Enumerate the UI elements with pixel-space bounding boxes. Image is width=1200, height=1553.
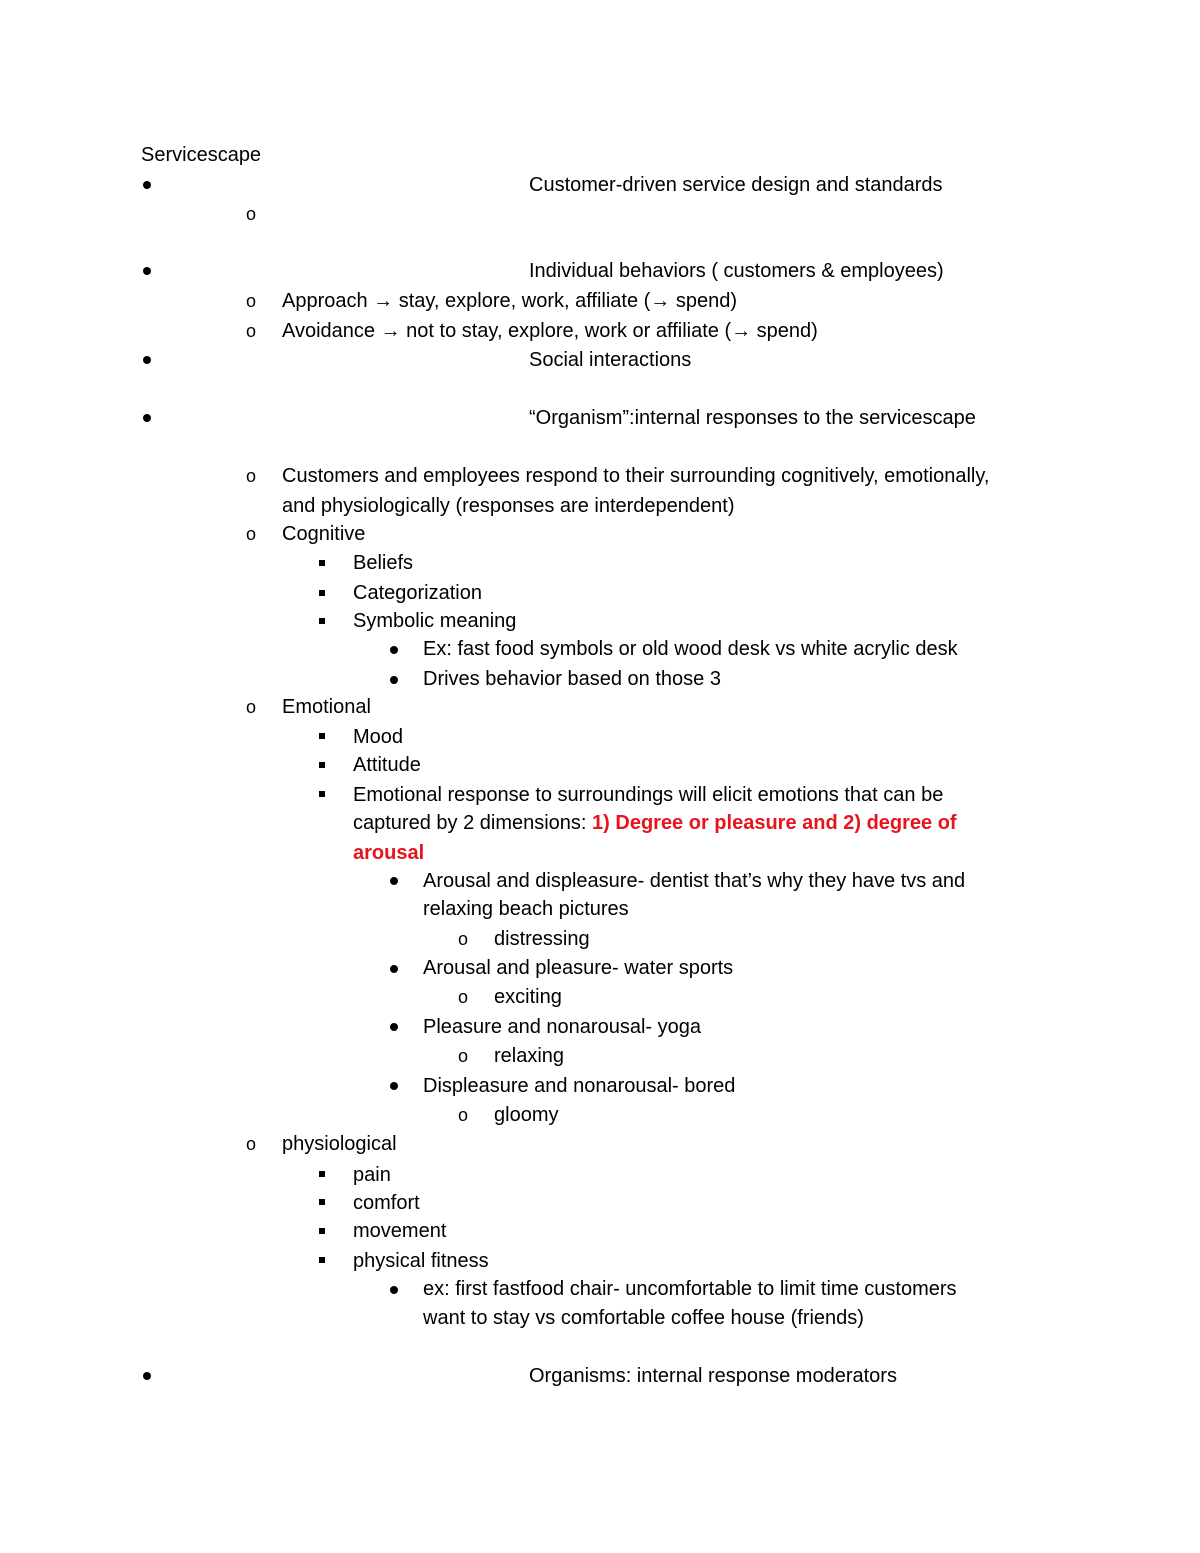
bullet-square xyxy=(319,590,325,596)
bullet-circle: o xyxy=(246,321,257,341)
approach-item: Approach → stay, explore, work, affiliate (→ spend) xyxy=(282,290,738,312)
avoidance-item: Avoidance → not to stay, explore, work or affiliate (→ spend) xyxy=(282,320,818,342)
bullet-circle: o xyxy=(458,1046,469,1066)
attitude-item: Attitude xyxy=(353,754,421,776)
bullet-dot xyxy=(390,646,398,654)
dimensions-highlight: 1) Degree or pleasure and 2) degree of xyxy=(592,812,957,834)
bullet-circle: o xyxy=(246,697,257,717)
bullet-circle: o xyxy=(246,291,257,311)
bullet-dot xyxy=(390,1286,398,1294)
arousal-pleasure-item: Arousal and pleasure- water sports xyxy=(423,957,734,979)
arousal-displeasure-line-2: relaxing beach pictures xyxy=(423,898,629,920)
pain-item: pain xyxy=(353,1164,391,1186)
drives-item: Drives behavior based on those 3 xyxy=(423,668,721,690)
bullet-square xyxy=(319,791,325,797)
bullet-dot xyxy=(143,414,151,422)
bullet-square xyxy=(319,1228,325,1234)
bullet-dot xyxy=(390,965,398,973)
bullet-dot xyxy=(390,877,398,885)
bullet-dot xyxy=(390,1023,398,1031)
bullet-dot xyxy=(143,356,151,364)
heading-service-design: Customer-driven service design and standards xyxy=(529,174,943,196)
arousal-displeasure-line-1: Arousal and displeasure- dentist that’s why they have tvs and xyxy=(423,870,966,892)
example-chair-line-2: want to stay vs comfortable coffee house (friends) xyxy=(423,1307,864,1329)
fitness-item: physical fitness xyxy=(353,1250,489,1272)
displeasure-nonarousal-item: Displeasure and nonarousal- bored xyxy=(423,1075,736,1097)
bullet-square xyxy=(319,762,325,768)
bullet-square xyxy=(319,1199,325,1205)
emotional-response-line-1: Emotional response to surroundings will elicit emotions that can be xyxy=(353,784,944,806)
bullet-square xyxy=(319,1171,325,1177)
exciting-item: exciting xyxy=(494,986,562,1008)
beliefs-item: Beliefs xyxy=(353,552,414,574)
bullet-square xyxy=(319,618,325,624)
heading-social-interactions: Social interactions xyxy=(529,349,692,371)
relaxing-item: relaxing xyxy=(494,1045,565,1067)
bullet-square xyxy=(319,1257,325,1263)
bullet-dot xyxy=(390,1082,398,1090)
bullet-circle: o xyxy=(458,987,469,1007)
bullet-circle: o xyxy=(458,1105,469,1125)
distressing-item: distressing xyxy=(494,928,590,950)
symbolic-item: Symbolic meaning xyxy=(353,610,517,632)
cognitive-item: Cognitive xyxy=(282,523,366,545)
arousal-highlight: arousal xyxy=(353,842,425,864)
bullet-square xyxy=(319,733,325,739)
heading-response-moderators: Organisms: internal response moderators xyxy=(529,1365,897,1387)
bullet-circle: o xyxy=(246,524,257,544)
bullet-circle: o xyxy=(458,929,469,949)
example-fastfood: Ex: fast food symbols or old wood desk vs white acrylic desk xyxy=(423,638,958,660)
doc-title: Servicescape xyxy=(141,144,262,166)
bullet-dot xyxy=(390,676,398,684)
comfort-item: comfort xyxy=(353,1192,420,1214)
heading-organism: “Organism”:internal responses to the servicescape xyxy=(529,407,976,429)
gloomy-item: gloomy xyxy=(494,1104,559,1126)
physiological-item: physiological xyxy=(282,1133,397,1155)
respond-line-1: Customers and employees respond to their surrounding cognitively, emotionally, xyxy=(282,465,990,487)
categorization-item: Categorization xyxy=(353,582,482,604)
example-chair-line-1: ex: first fastfood chair- uncomfortable to limit time customers xyxy=(423,1278,957,1300)
heading-individual-behaviors: Individual behaviors ( customers & employees) xyxy=(529,260,944,282)
emotional-item: Emotional xyxy=(282,696,371,718)
emotional-response-line-2 xyxy=(353,811,957,835)
movement-item: movement xyxy=(353,1220,447,1242)
respond-line-2: and physiologically (responses are interdependent) xyxy=(282,495,735,517)
bullet-circle: o xyxy=(246,466,257,486)
dimensions-text: captured by 2 dimensions: xyxy=(353,812,593,834)
bullet-circle: o xyxy=(246,204,257,224)
bullet-dot xyxy=(143,267,151,275)
bullet-dot xyxy=(143,181,151,189)
pleasure-nonarousal-item: Pleasure and nonarousal- yoga xyxy=(423,1016,701,1038)
bullet-dot xyxy=(143,1372,151,1380)
bullet-circle: o xyxy=(246,1134,257,1154)
bullet-square xyxy=(319,560,325,566)
mood-item: Mood xyxy=(353,726,404,748)
